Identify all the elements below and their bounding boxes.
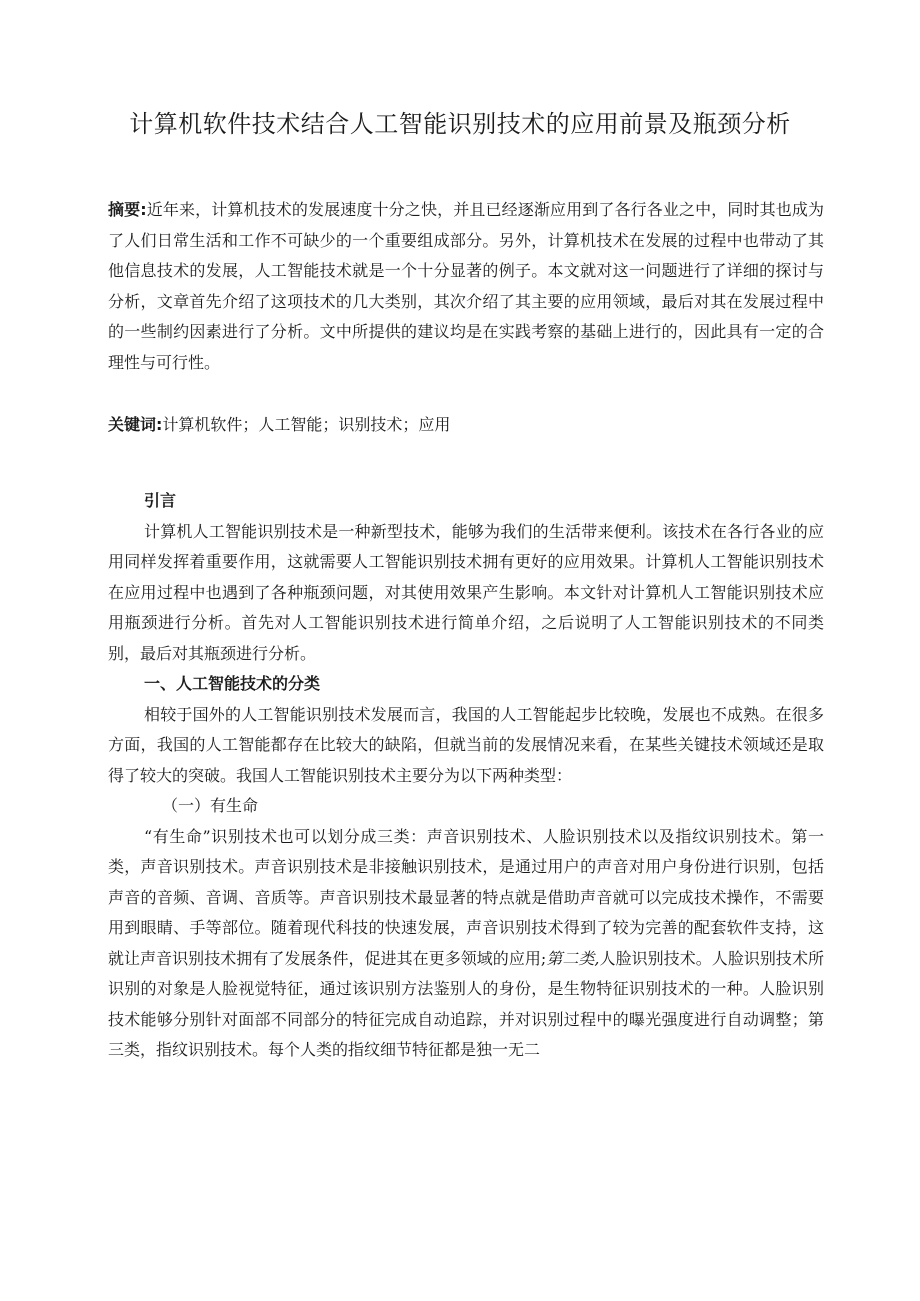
keywords-block xyxy=(108,410,824,441)
keywords-text: 计算机软件；人工智能；识别技术；应用 xyxy=(162,415,451,434)
subsection1-paragraph xyxy=(108,822,824,1066)
keywords-label: 关键词: xyxy=(108,415,163,434)
abstract-block xyxy=(108,195,824,378)
section1-heading: 一、人工智能技术的分类 xyxy=(144,674,321,693)
subsection1-text-part2: 人脸识别技术。人脸识别技术所识别的对象是人脸视觉特征，通过该识别方法鉴别人的身份，是生物特征识别技术的一种。人脸识别技术能够分别针对面部不同部分的特征完成自动追踪，并对识别过程中的曝光强度进行自动调整；第三类，指纹识别技术。每个人类的指纹细节特征都是独一无二 xyxy=(108,948,824,1059)
abstract-label: 摘要: xyxy=(108,200,147,219)
keywords-paragraph xyxy=(108,410,824,441)
intro-heading: 引言 xyxy=(144,491,177,510)
abstract-text: 近年来，计算机技术的发展速度十分之快，并且已经逐渐应用到了各行各业之中，同时其也成为了人们日常生活和工作不可缺少的一个重要组成部分。另外，计算机技术在发展的过程中也带动了其他信息技术的发展，人工智能技术就是一个十分显著的例子。本文就对这一问题进行了详细的探讨与分析，文章首先介绍了这项技术的几大类别，其次介绍了其主要的应用领域，最后对其在发展过程中的一些制约因素进行了分析。文中所提供的建议均是在实践考察的基础上进行的，因此具有一定的合理性与可行性。 xyxy=(108,200,824,372)
subsection1-text-part1: “有生命”识别技术也可以划分成三类：声音识别技术、人脸识别技术以及指纹识别技术。第一类，声音识别技术。声音识别技术是非接触识别技术，是通过用户的声音对用户身份进行识别，包括声音的音频、音调、音质等。声音识别技术最显著的特点就是借助声音就可以完成技术操作，不需要用到眼睛、手等部位。随着现代科技的快速发展，声音识别技术得到了较为完善的配套软件支持，这就让声音识别技术拥有了发展条件，促进其在更多领域的应用; xyxy=(108,826,824,968)
main-body xyxy=(108,486,824,1066)
intro-paragraph: 计算机人工智能识别技术是一种新型技术，能够为我们的生活带来便利。该技术在各行各业的应用同样发挥着重要作用，这就需要人工智能识别技术拥有更好的应用效果。计算机人工智能识别技术在应用过程中也遇到了各种瓶颈问题，对其使用效果产生影响。本文针对计算机人工智能识别技术应用瓶颈进行分析。首先对人工智能识别技术进行简单介绍，之后说明了人工智能识别技术的不同类别，最后对其瓶颈进行分析。 xyxy=(108,521,824,663)
document-title: 计算机软件技术结合人工智能识别技术的应用前景及瓶颈分析 xyxy=(129,110,791,138)
abstract-paragraph xyxy=(108,195,824,378)
subsection1-text-italic: 第二类, xyxy=(546,948,600,968)
section1-paragraph: 相较于国外的人工智能识别技术发展而言，我国的人工智能起步比较晚，发展也不成熟。在很多方面，我国的人工智能都存在比较大的缺陷，但就当前的发展情况来看，在某些关键技术领域还是取得了较大的突破。我国人工智能识别技术主要分为以下两种类型： xyxy=(108,704,824,785)
subsection1-heading: （一）有生命 xyxy=(162,796,259,815)
